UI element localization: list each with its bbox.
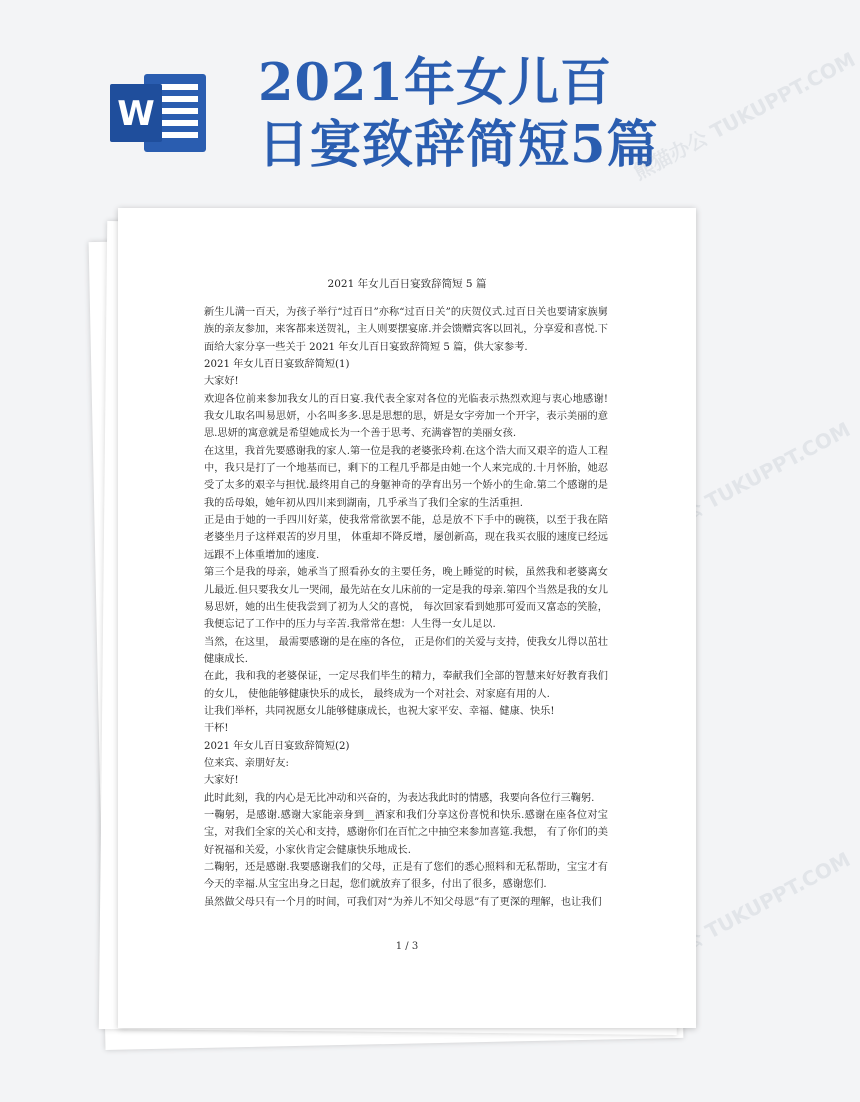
hero-title <box>258 52 758 176</box>
watermark: 熊猫办公 TUKUPPT.COM <box>629 47 860 185</box>
paragraph: 新生儿满一百天，为孩子举行“过百日”亦称“过百日关”的庆贺仪式.过百日关也要请家族舅族的亲友参加，来客都来送贺礼，主人则要摆宴席.并会馈赠宾客以回礼，分享爱和喜悦.下面给大家分享一些关于 2021 年女儿百日宴致辞简短 5 篇，供大家参考. <box>204 307 608 353</box>
paragraph: 正是由于她的一手四川好菜，使我常常欲罢不能，总是放不下手中的碗筷，以至于我在陪老婆坐月子这样艰苦的岁月里， 体重却不降反增，屡创新高，现在我买衣服的速度已经远远跟不上体重增加的速度. <box>204 515 608 561</box>
paragraph: 大家好! <box>204 376 239 388</box>
paragraph: 虽然做父母只有一个月的时间，可我们对“为养儿不知父母恩”有了更深的理解，也让我们 <box>204 896 602 908</box>
paragraph: 干杯! <box>204 723 229 735</box>
paragraph: 此时此刻，我的内心是无比冲动和兴奋的，为表达我此时的情感，我要向各位行三鞠躬. <box>204 792 595 804</box>
paragraph: 一鞠躬，是感谢.感谢大家能亲身到__酒家和我们分享这份喜悦和快乐.感谢在座各位对宝宝，对我们全家的关心和支持，感谢你们在百忙之中抽空来参加喜筵.我想， 有了你们的美好祝福和关爱，小家伙肯定会健康快乐地成长. <box>204 809 608 856</box>
hero-title-line1: 2021年女儿百 <box>258 53 612 113</box>
word-document-icon <box>108 70 210 156</box>
document-page <box>118 208 696 1028</box>
word-icon-letter: W <box>117 94 155 134</box>
document-title: 2021 年女儿百日宴致辞简短 5 篇 <box>327 278 487 290</box>
section-heading: 2021 年女儿百日宴致辞简短(1) <box>204 359 350 371</box>
paragraph: 第三个是我的母亲，她承当了照看孙女的主要任务，晚上睡觉的时候，虽然我和老婆离女儿最近.但只要我女儿一哭闹，最先站在女儿床前的一定是我的母亲.第四个当然是我的女儿易思妍，她的出生使我尝到了初为人父的喜悦， 每次回家看到她那可爱而又富态的笑脸，我便忘记了工作中的压力与辛苦.我常常在想：人生得一女儿足以. <box>204 567 608 631</box>
hero-banner <box>0 0 780 205</box>
paragraph: 欢迎各位前来参加我女儿的百日宴.我代表全家对各位的光临表示热烈欢迎与衷心地感谢!我女儿取名叫易思妍，小名叫多多.思是思想的思，妍是女字旁加一个开字，表示美丽的意思.思妍的寓意就是希望她成长为一个善于思考、充满睿智的美丽女孩. <box>204 393 608 440</box>
paragraph: 大家好! <box>204 775 239 787</box>
section-heading: 2021 年女儿百日宴致辞简短(2) <box>204 740 350 752</box>
paragraph: 在这里，我首先要感谢我的家人.第一位是我的老婆张玲莉.在这个浩大而又艰辛的造人工程中，我只是打了一个地基而已，剩下的工程几乎都是由她一个人来完成的.十月怀胎，她忍受了太多的艰辛与担忧.最终用自己的身躯神奇的孕育出另一个娇小的生命.第二个感谢的是我的岳母娘，她年初从四川来到湖南，几乎承当了我们全家的生活重担. <box>204 445 608 509</box>
document-body <box>204 304 608 911</box>
hero-title-line2: 日宴致辞简短5篇 <box>258 115 659 175</box>
paragraph: 位来宾、亲朋好友: <box>204 757 289 769</box>
page-number: 1 / 3 <box>395 941 419 952</box>
watermark: 熊猫办公 TUKUPPT.COM <box>624 847 855 985</box>
paragraph: 当然，在这里， 最需要感谢的是在座的各位， 正是你们的关爱与支持，使我女儿得以茁壮健康成长. <box>204 636 608 665</box>
paragraph: 让我们举杯，共同祝愿女儿能够健康成长，也祝大家平安、幸福、健康、快乐! <box>204 705 555 717</box>
paragraph: 在此，我和我的老婆保证，一定尽我们毕生的精力，奉献我们全部的智慧来好好教育我们的女儿， 使他能够健康快乐的成长， 最终成为一个对社会、对家庭有用的人. <box>204 671 608 700</box>
watermark: 熊猫办公 TUKUPPT.COM <box>624 417 855 555</box>
paragraph: 二鞠躬，还是感谢.我要感谢我们的父母，正是有了您们的悉心照料和无私帮助，宝宝才有今天的幸福.从宝宝出身之日起，您们就放弃了很多，付出了很多，感谢您们. <box>204 862 608 891</box>
